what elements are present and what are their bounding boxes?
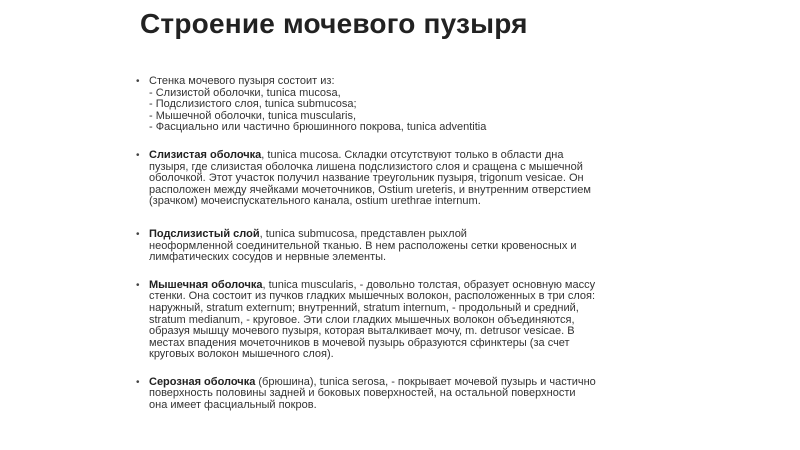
muscularis-line: stratum medianum, - круговое. Эти слои гладких мышечных волокон объединяются, [149,313,575,326]
submucosa-line: неоформленной соединительной тканью. В нем расположены сетки кровеносных и [149,239,577,252]
mucosa-line: пузыря, где слизистая оболочка лишена подслизистого слоя и сращена с мышечной [149,160,583,173]
muscularis-line: стенки. Она состоит из пучков гладких мышечных волокон, расположенных в три слоя: [149,290,596,303]
serosa-term: Серозная оболочка [149,375,256,388]
content-list [136,76,676,412]
bullet-icon: • [136,279,140,291]
list-item-serosa [136,377,676,412]
bullet-icon: • [136,149,140,161]
serosa-line: (брюшина), tunica serosa, - покрывает мочевой пузырь и частично [255,375,596,388]
intro-line: - Подслизистого слоя, tunica submucosa; [149,98,357,111]
mucosa-line: расположен между ячейками мочеточников, Ostium ureteris, и внутренним отверстием [149,183,591,196]
muscularis-line: образуя мышцу мочевого пузыря, которая выталкивает мочу, m. detrusor vesicae. В [149,325,575,338]
intro-line: - Мышечной оболочки, tunica muscularis, [149,109,357,122]
bullet-icon: • [136,228,140,240]
bullet-icon: • [136,76,140,87]
list-item-intro [136,76,676,134]
submucosa-term: Подслизистый слой [149,227,260,240]
muscularis-line: наружный, stratum externum; внутренний, stratum internum, - продольный и средний, [149,301,579,314]
serosa-line: поверхность половины задней и боковых поверхностей, на остальной поверхности [149,387,576,400]
slide-title: Строение мочевого пузыря [140,8,528,39]
submucosa-line: лимфатических сосудов и нервные элементы. [149,251,387,264]
mucosa-term: Слизистая оболочка [149,148,262,161]
list-item-muscularis [136,280,676,361]
submucosa-first-line [149,229,676,241]
muscularis-line: круговых волокон мышечного слоя). [149,348,334,361]
submucosa-line: , tunica submucosa, представлен рыхлой [259,227,467,240]
mucosa-line: оболочкой. Этот участок получил название треугольник пузыря, trigonum vesicae. Он [149,172,584,185]
mucosa-line: , tunica mucosa. Складки отсутствуют только в области дна [261,148,564,161]
intro-line: - Слизистой оболочки, tunica mucosa, [149,86,341,99]
mucosa-line: (зрачком) мочеиспускательного канала, ostium urethrae internum. [149,195,481,208]
muscularis-line: , tunica muscularis, - довольно толстая, образует основную массу [262,278,596,291]
mucosa-first-line [149,150,676,162]
muscularis-line: местах впадения мочеточников в мочевой пузырь образуются сфинктеры (за счет [149,336,570,349]
intro-line: - Фасциально или частично брюшинного покрова, tunica adventitia [149,121,487,134]
serosa-line: она имеет фасциальный покров. [149,399,317,412]
muscularis-term: Мышечная оболочка [149,278,263,291]
list-item-submucosa [136,229,676,264]
list-item-mucosa [136,150,676,208]
intro-line: Стенка мочевого пузыря состоит из: [149,75,335,87]
bullet-icon: • [136,376,140,388]
